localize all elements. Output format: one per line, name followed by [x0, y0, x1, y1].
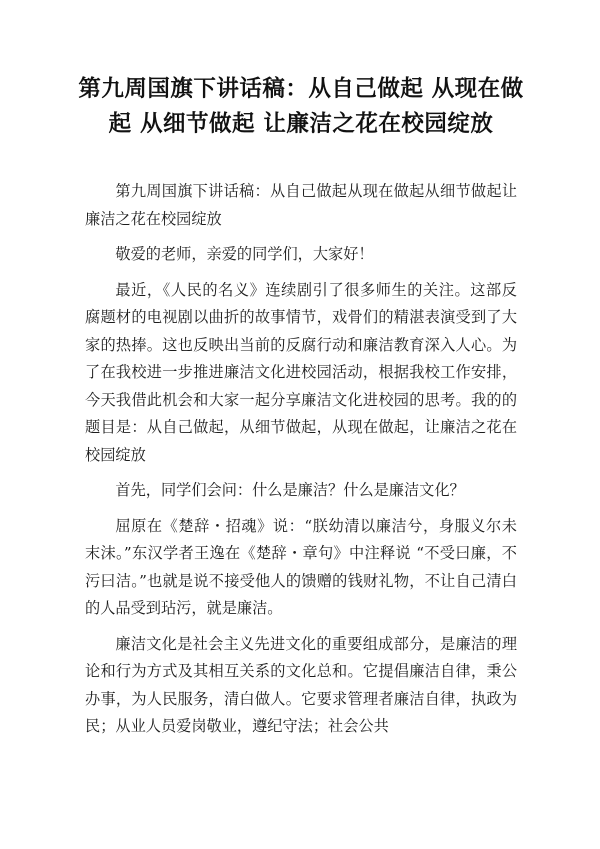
paragraph-greeting: 敬爱的老师，亲爱的同学们，大家好！ [115, 245, 374, 263]
document-title: 第九周国旗下讲话稿：从自己做起 从现在做起 从细节做起 让廉洁之花在校园绽放 [78, 76, 524, 137]
paragraph-quyuan-quote: 屈原在《楚辞・招魂》说：“朕幼清以廉洁兮，身服义尔未末沫。”东汉学者王逸在《楚辞・章句》中注释说 “不受曰廉，不污曰洁。”也就是说不接受他人的馈赠的钱财礼物，不让自己清白的人品受到玷污，就是廉洁。 [85, 516, 517, 617]
paragraph-question: 首先，同学们会问：什么是廉洁？什么是廉洁文化？ [115, 481, 465, 499]
paragraph-culture-definition: 廉洁文化是社会主义先进文化的重要组成部分，是廉洁的理论和行为方式及其相互关系的文化总和。它提倡廉洁自律，秉公办事，为人民服务，清白做人。它要求管理者廉洁自律，执政为民；从业人员爱岗敬业，遵纪守法；社会公共 [85, 634, 517, 735]
paragraph-subtitle: 第九周国旗下讲话稿：从自己做起从现在做起从细节做起让廉洁之花在校园绽放 [85, 182, 517, 228]
paragraph-introduction: 最近，《人民的名义》连续剧引了很多师生的关注。这部反腐题材的电视剧以曲折的故事情节，戏骨们的精湛表演受到了大家的热捧。这也反映出当前的反腐行动和廉洁教育深入人心。为了在我校进一步推进廉洁文化进校园活动，根据我校工作安排，今天我借此机会和大家一起分享廉洁文化进校园的思考。我的的题目是：从自己做起，从细节做起，从现在做起，让廉洁之花在校园绽放 [85, 280, 517, 464]
document-body [85, 178, 517, 741]
